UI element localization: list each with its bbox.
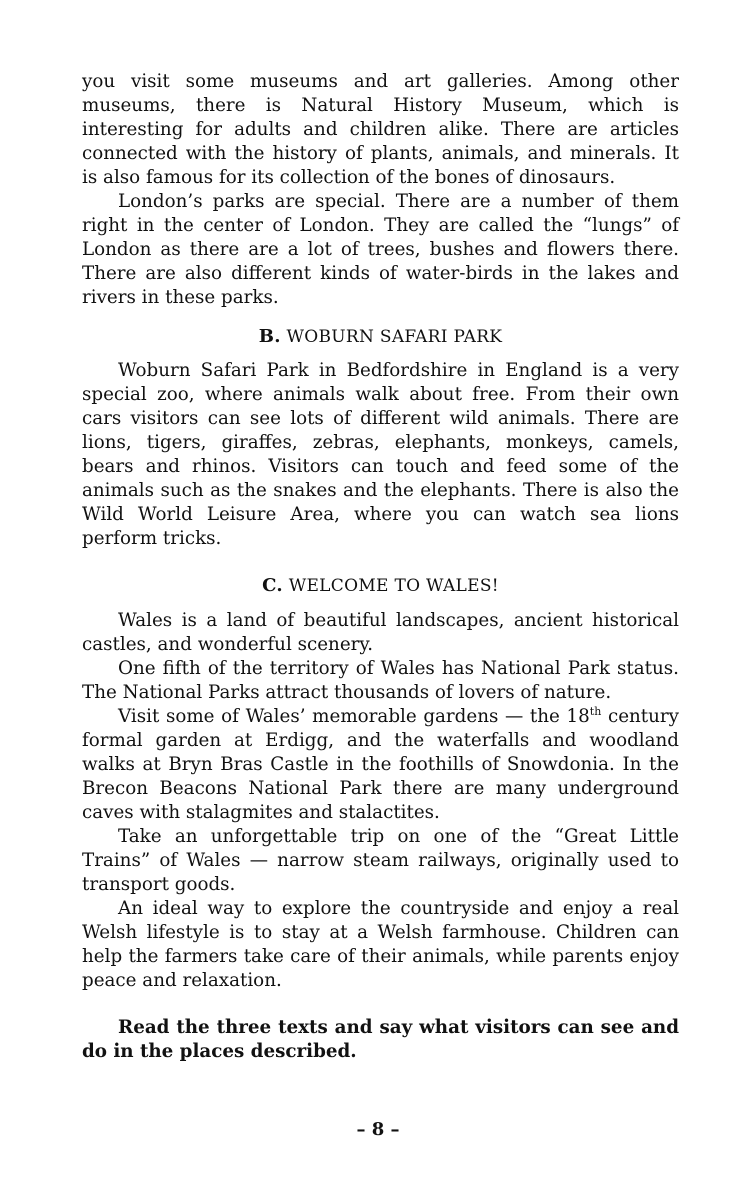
gardens-text-end: century formal garden at Erdigg, and the waterfalls and woodland walks at Bryn Bras Castle in the foothills of Snowdonia. In the Brecon Beacons National Park there are many underground caves with stalagmites and stalactites. xyxy=(82,706,679,823)
heading-woburn-title: WOBURN SAFARI PARK xyxy=(286,327,503,347)
paragraph-parks: London’s parks are special. There are a number of them right in the center of London. They are called the “lungs” of London as there are a lot of trees, bushes and flowers there. There are also different kinds of water-birds in the lakes and rivers in these parks. xyxy=(82,191,679,308)
heading-wales-letter: C. xyxy=(262,575,283,596)
heading-woburn-letter: B. xyxy=(258,326,281,347)
paragraph-woburn: Woburn Safari Park in Bedfordshire in England is a very special zoo, where animals walk about free. From their own cars visitors can see lots of different wild animals. There are lions, tigers, giraffes, zebras, elephants, monkeys, camels, bears and rhinos. Visitors can touch and feed some of the animals such as the snakes and the elephants. There is also the Wild World Leisure Area, where you can watch sea lions perform tricks. xyxy=(82,360,679,549)
ordinal-superscript: th xyxy=(589,704,602,718)
heading-wales-title: WELCOME TO WALES! xyxy=(288,576,499,596)
heading-woburn xyxy=(82,325,679,349)
heading-wales xyxy=(82,574,679,598)
paragraph-wales-gardens xyxy=(82,705,679,825)
paragraph-wales-national-parks: One fifth of the territory of Wales has National Park status. The National Parks attract thousands of lovers of nature. xyxy=(82,658,679,703)
paragraph-wales-trains: Take an unforgettable trip on one of the “Great Little Trains” of Wales — narrow steam railways, originally used to transport goods. xyxy=(82,826,679,895)
task-instruction: Read the three texts and say what visitors can see and do in the places described. xyxy=(82,1017,679,1062)
page-content xyxy=(82,70,679,1064)
paragraph-wales-landscapes: Wales is a land of beautiful landscapes, ancient historical castles, and wonderful scenery. xyxy=(82,610,679,655)
paragraph-wales-farmhouse: An ideal way to explore the countryside and enjoy a real Welsh lifestyle is to stay at a Welsh farmhouse. Children can help the farmers take care of their animals, while parents enjoy peace and relaxation. xyxy=(82,898,679,991)
page-number: – 8 – xyxy=(356,1119,400,1140)
gardens-text-start: Visit some of Wales’ memorable gardens — the 18 xyxy=(118,706,590,727)
paragraph-museums: you visit some museums and art galleries. Among other museums, there is Natural History Museum, which is interesting for adults and children alike. There are articles connected with the history of plants, animals, and minerals. It is also famous for its collection of the bones of dinosaurs. xyxy=(82,71,679,188)
